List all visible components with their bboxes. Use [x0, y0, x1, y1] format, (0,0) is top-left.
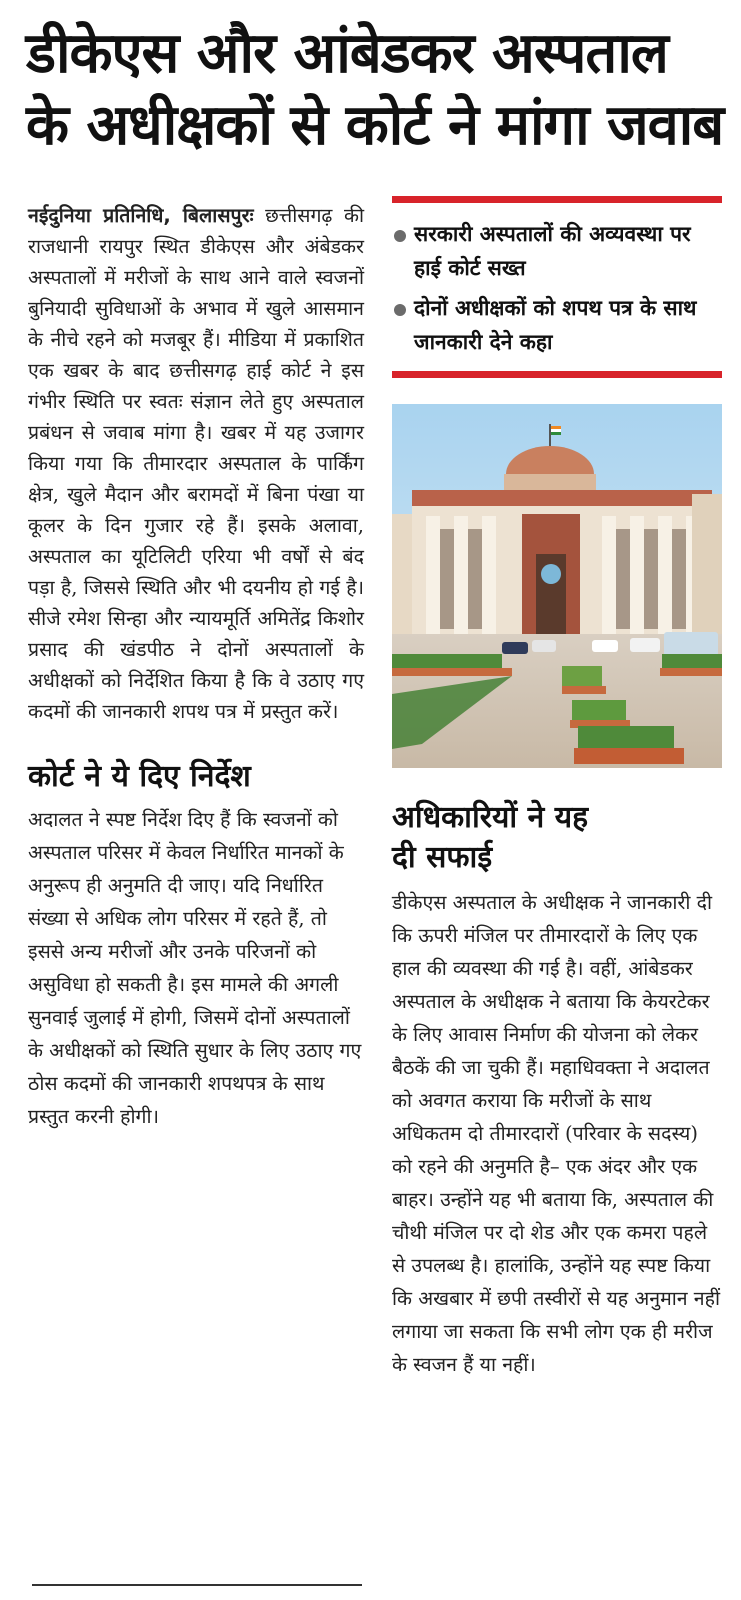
bullet-icon — [394, 304, 406, 316]
right-column — [392, 196, 722, 1381]
section-court-directions-text: अदालत ने स्पष्ट निर्देश दिए हैं कि स्वजनों को अस्पताल परिसर में केवल निर्धारित मानकों के अनुरूप ही अनुमति दी जाए। यदि निर्धारित संख्या से अधिक लोग परिसर में रहते हैं, तो इससे अन्य मरीजों और उनके परिजनों को असुविधा हो सकती है। इस मामले की अगली सुनवाई जुलाई में होगी, जिसमें दोनों अस्पतालों के अधीक्षकों को स्थिति सुधार के लिए उठाए गए ठोस कदमों की जानकारी शपथपत्र के साथ प्रस्तुत करनी होगी। — [28, 808, 362, 1128]
highlight-item: दोनों अधीक्षकों को शपथ पत्र के साथ जानकारी देने कहा — [392, 291, 722, 359]
highlight-top-rule — [392, 196, 722, 203]
highlight-bottom-rule — [392, 371, 722, 378]
left-column — [28, 200, 364, 1133]
section-officials-text: डीकेएस अस्पताल के अधीक्षक ने जानकारी दी कि ऊपरी मंजिल पर तीमारदारों के लिए एक हाल की व्यवस्था की गई है। वहीं, आंबेडकर अस्पताल के अधीक्षक ने बताया कि केयरटेकर के लिए आवास निर्माण की योजना को लेकर बैठकें की जा चुकी हैं। महाधिवक्ता ने अदालत को अवगत कराया कि मरीजों के साथ अधिकतम दो तीमारदारों (परिवार के सदस्य) को रहने की अनुमति है– एक अंदर और एक बाहर। उन्होंने यह भी बताया कि, अस्पताल की चौथी मंजिल पर दो शेड और एक कमरा पहले से उपलब्ध है। हालांकि, उन्होंने यह स्पष्ट किया कि अखबार में छपी तस्वीरों से यह अनुमान नहीं लगाया जा सकता कि सभी लोग एक ही मरीज के स्वजन हैं या नहीं। — [392, 891, 721, 1376]
court-building-photo — [392, 404, 722, 768]
headline — [26, 18, 726, 162]
byline: नईदुनिया प्रतिनिधि, बिलासपुरः — [28, 204, 254, 227]
section-officials-title — [392, 798, 722, 878]
intro-text: छत्तीसगढ़ की राजधानी रायपुर स्थित डीकेएस और अंबेडकर अस्पतालों में मरीजों के साथ आने वाले स्वजनों बुनियादी सुविधाओं के अभाव में खुले आसमान के नीचे रहने को मजबूर हैं। मीडिया में प्रकाशित एक खबर के बाद छत्तीसगढ़ हाई कोर्ट ने इस गंभीर स्थिति पर स्वतः संज्ञान लेते हुए अस्पताल प्रबंधन से जवाब मांगा है। खबर में यह उजागर किया गया कि तीमारदार अस्पताल के पार्किंग क्षेत्र, खुले मैदान और बरामदों में बिना पंखा या कूलर के दिन गुजार रहे हैं। इसके अलावा, अस्पताल का यूटिलिटी एरिया भी वर्षों से बंद पड़ा है, जिससे स्थिति और भी दयनीय हो गई है। सीजे रमेश सिन्हा और न्यायमूर्ति अमितेंद्र किशोर प्रसाद की खंडपीठ ने दोनों अस्पतालों के अधीक्षकों को निर्देशित किया है कि वे उठाए गए कदमों की जानकारी शपथ पत्र में प्रस्तुत करें। — [28, 204, 364, 723]
flag-icon — [551, 426, 561, 435]
section-officials-title-line-1: अधिकारियों ने यह — [392, 800, 589, 835]
section-court-directions-title: कोर्ट ने ये दिए निर्देश — [28, 759, 251, 794]
bottom-divider — [32, 1584, 362, 1586]
section-officials-title-line-2: दी सफाई — [392, 840, 493, 875]
highlights-list — [392, 217, 722, 359]
bullet-icon — [394, 230, 406, 242]
headline-line-2: के अधीक्षकों से कोर्ट ने मांगा जवाब — [26, 93, 724, 158]
intro-paragraph — [28, 200, 364, 727]
headline-line-1: डीकेएस और आंबेडकर अस्पताल — [26, 21, 668, 86]
highlight-item: सरकारी अस्पतालों की अव्यवस्था पर हाई कोर्ट सख्त — [392, 217, 722, 285]
